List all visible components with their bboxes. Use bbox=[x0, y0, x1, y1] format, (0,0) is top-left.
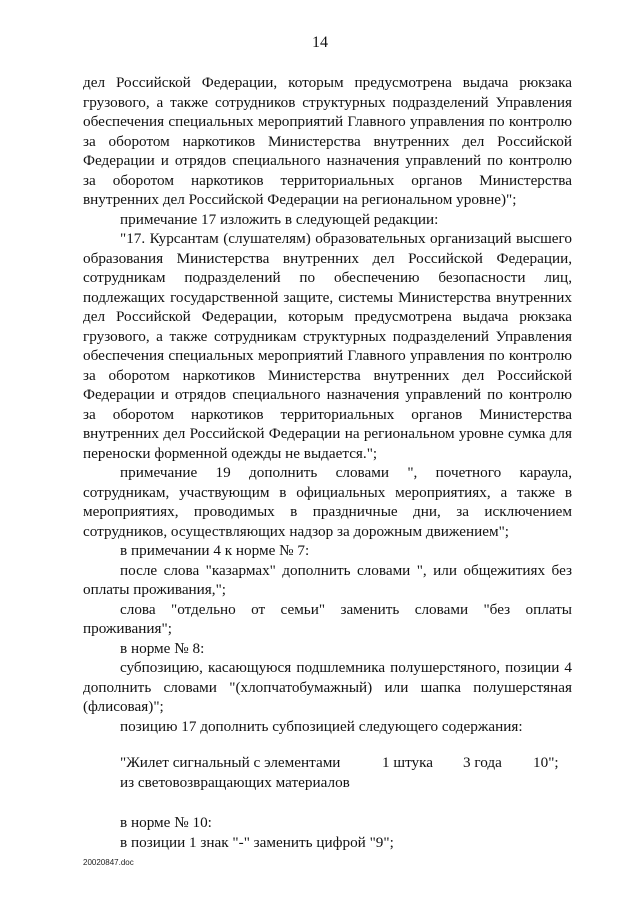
paragraph: примечание 19 дополнить словами ", почетного караула, сотрудникам, участвующим в официальных мероприятиях, а также в мероприятиях, проводимых в праздничные дни, за исключением сотрудников, осуществляющих надзор за дорожным движением"; bbox=[83, 464, 572, 540]
footer-filename: 20020847.doc bbox=[83, 858, 134, 867]
paragraph: примечание 17 изложить в следующей редакции: bbox=[120, 210, 439, 228]
paragraph: в позиции 1 знак "-" заменить цифрой "9"; bbox=[120, 833, 394, 851]
paragraph: в примечании 4 к норме № 7: bbox=[120, 542, 310, 559]
paragraph: после слова "казармах" дополнить словами ", или общежитиях без оплаты проживания,"; bbox=[83, 561, 572, 598]
paragraph: в норме № 10: bbox=[120, 814, 212, 831]
page-number: 14 bbox=[312, 34, 328, 51]
item-term-cell: 3 года bbox=[463, 754, 502, 771]
item-name-cell-continued: из световозвращающих материалов bbox=[120, 773, 350, 791]
paragraph: позицию 17 дополнить субпозицией следующего содержания: bbox=[120, 717, 523, 735]
norm-table-row bbox=[83, 753, 572, 773]
item-count-cell: 10"; bbox=[533, 754, 559, 771]
paragraph: "17. Курсантам (слушателям) образовательных организаций высшего образования Министерства внутренних дел Российской Федерации, сотрудникам подразделений по обеспечению безопасности лиц, подлежащих государственной защите, системы Министерства внутренних дел Российской Федерации, которым предусмотрена выдача рюкзака грузового, а также сотрудникам структурных подразделений Управления обеспечения специальных мероприятий Главного управления по контролю за оборотом наркотиков Министерства внутренних дел Российской Федерации и отрядов специального назначения управлений по контролю за оборотом наркотиков территориальных органов Министерства внутренних дел Российской Федерации на региональном уровне сумка для переноски форменной одежды не выдается."; bbox=[83, 230, 572, 462]
document-body bbox=[83, 73, 572, 852]
item-quantity-cell: 1 штука bbox=[382, 754, 434, 771]
paragraph: в норме № 8: bbox=[120, 639, 205, 657]
paragraph: субпозицию, касающуюся подшлемника полушерстяного, позиции 4 дополнить словами "(хлопчатобумажный) или шапка полушерстяная (флисовая)"; bbox=[83, 659, 572, 715]
paragraph: дел Российской Федерации, которым предусмотрена выдача рюкзака грузового, а также сотрудников структурных подразделений Управления обеспечения специальных мероприятий Главного управления по контролю за оборотом наркотиков Министерства внутренних дел Российской Федерации и отрядов специального назначения управлений по контролю за оборотом наркотиков территориальных органов Министерства внутренних дел Российской Федерации на региональном уровне)"; bbox=[83, 74, 572, 208]
paragraph: слова "отдельно от семьи" заменить словами "без оплаты проживания"; bbox=[83, 600, 572, 637]
item-name-cell: "Жилет сигнальный с элементами bbox=[120, 754, 341, 771]
